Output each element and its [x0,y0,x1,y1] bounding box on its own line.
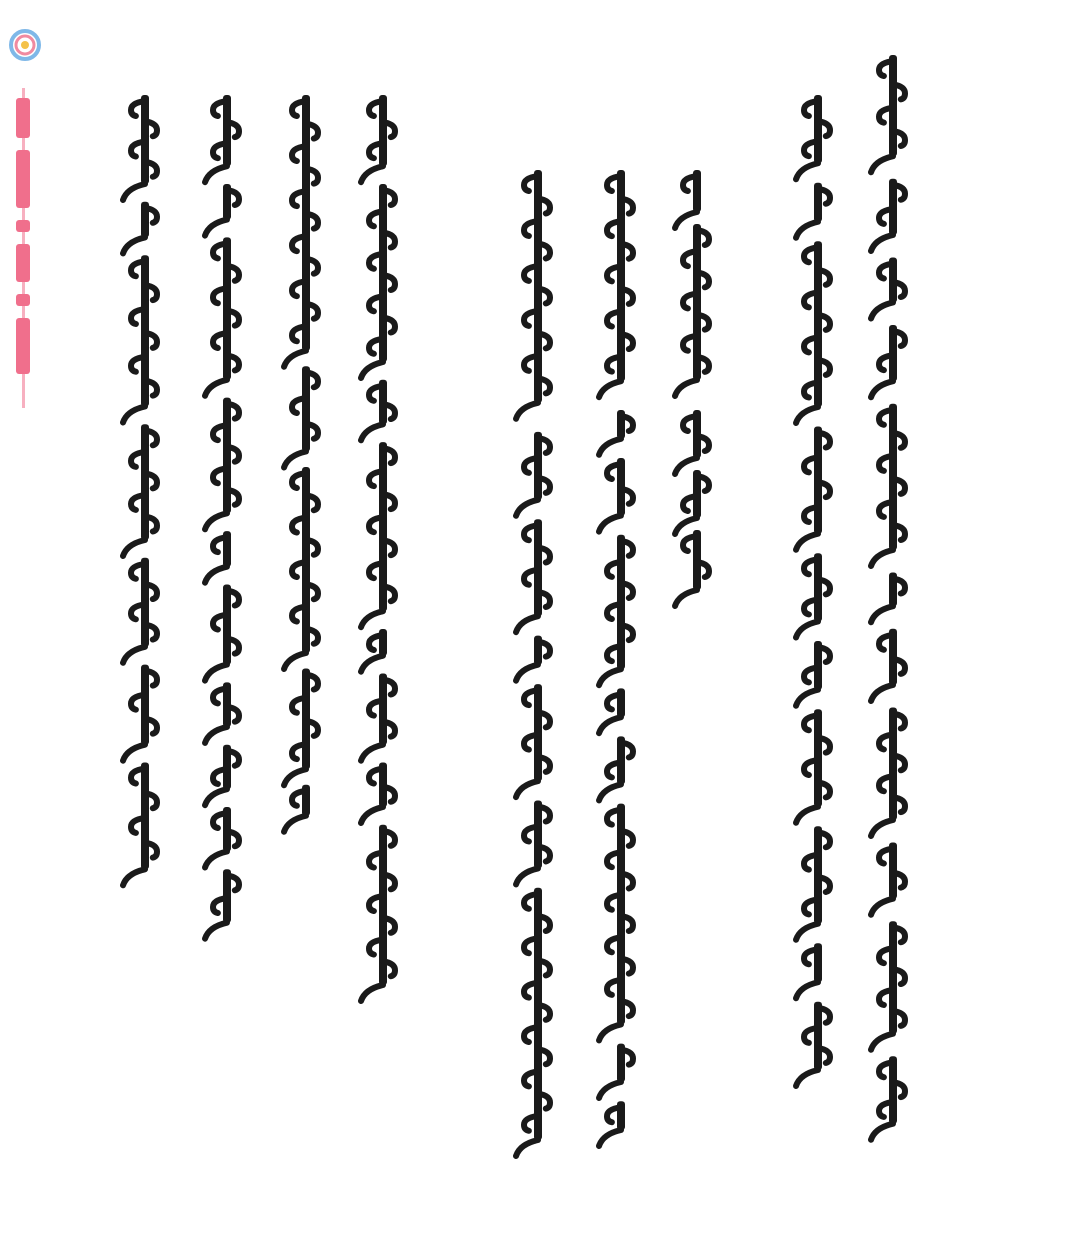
text-line-b2-l1 [675,170,709,606]
word-tail-stroke [361,745,383,761]
word-glyph [141,424,149,540]
word-tail-stroke [796,407,818,423]
word-tail-stroke [284,452,306,468]
word-tail-stroke [871,606,893,622]
word-glyph [379,674,387,745]
word-tail-stroke [599,1082,621,1098]
word-tail-stroke [675,590,697,606]
word-glyph [889,708,897,821]
word-tail-stroke [871,899,893,915]
word-glyph [814,553,822,621]
word-tail-stroke [123,540,145,556]
word-tail-stroke [123,745,145,761]
word-glyph [534,888,542,1140]
word-tail-stroke [871,550,893,566]
word-tail-stroke [361,807,383,823]
text-line-b3-l3 [205,95,239,939]
word-tail-stroke [123,237,145,253]
word-tail-stroke [123,184,145,200]
word-tail-stroke [796,163,818,179]
word-glyph [302,366,310,451]
text-line-b3-l4 [123,95,157,885]
word-tail-stroke [205,166,227,182]
word-tail-stroke [796,690,818,706]
text-line-b2-l2 [599,170,633,1146]
word-tail-stroke [871,381,893,397]
word-tail-stroke [205,727,227,743]
text-line-b3-l1 [361,95,395,1001]
word-tail-stroke [516,500,538,516]
word-tail-stroke [516,868,538,884]
word-tail-stroke [599,669,621,685]
word-tail-stroke [599,784,621,800]
word-tail-stroke [205,852,227,868]
word-tail-stroke [361,656,383,672]
text-line-b1-l2 [796,95,830,1086]
word-tail-stroke [796,982,818,998]
word-tail-stroke [796,924,818,940]
word-tail-stroke [871,820,893,836]
word-tail-stroke [599,381,621,397]
word-tail-stroke [796,222,818,238]
word-glyph [814,95,822,163]
text-block-3 [123,95,395,1001]
text-block-2 [516,170,709,1156]
word-tail-stroke [205,789,227,805]
word-tail-stroke [123,407,145,423]
word-tail-stroke [516,781,538,797]
text-line-b1-l1 [871,55,905,1140]
text-block-1 [796,55,905,1140]
word-glyph [534,432,542,500]
word-tail-stroke [599,717,621,733]
word-tail-stroke [516,403,538,419]
word-tail-stroke [361,611,383,627]
word-tail-stroke [361,166,383,182]
word-glyph [223,398,231,514]
word-glyph [889,1056,897,1124]
word-glyph [223,585,231,665]
word-tail-stroke [871,1034,893,1050]
word-tail-stroke [284,351,306,367]
word-tail-stroke [796,534,818,550]
word-tail-stroke [871,235,893,251]
word-tail-stroke [796,622,818,638]
word-tail-stroke [205,567,227,583]
word-tail-stroke [599,516,621,532]
word-tail-stroke [205,923,227,939]
text-line-b2-l3 [516,170,550,1156]
word-tail-stroke [361,362,383,378]
word-tail-stroke [871,1124,893,1140]
word-tail-stroke [599,1024,621,1040]
word-tail-stroke [871,685,893,701]
word-tail-stroke [599,1130,621,1146]
word-tail-stroke [284,769,306,785]
word-tail-stroke [871,303,893,319]
word-tail-stroke [361,424,383,440]
word-tail-stroke [284,816,306,832]
word-tail-stroke [675,380,697,396]
text-line-b3-l2 [284,95,318,832]
word-tail-stroke [516,665,538,681]
word-tail-stroke [123,647,145,663]
word-tail-stroke [599,439,621,455]
word-glyph [379,95,387,166]
word-glyph [223,95,231,166]
word-tail-stroke [205,513,227,529]
word-tail-stroke [796,807,818,823]
word-tail-stroke [205,380,227,396]
word-glyph [889,921,897,1034]
word-tail-stroke [361,985,383,1001]
word-tail-stroke [205,665,227,681]
word-tail-stroke [516,616,538,632]
word-glyph [814,1002,822,1070]
word-tail-stroke [796,1070,818,1086]
word-tail-stroke [284,653,306,669]
word-tail-stroke [516,1140,538,1156]
word-tail-stroke [123,869,145,885]
word-glyph [302,95,310,351]
word-glyph [141,665,149,745]
word-glyph [534,801,542,869]
word-tail-stroke [205,220,227,236]
word-tail-stroke [871,156,893,172]
